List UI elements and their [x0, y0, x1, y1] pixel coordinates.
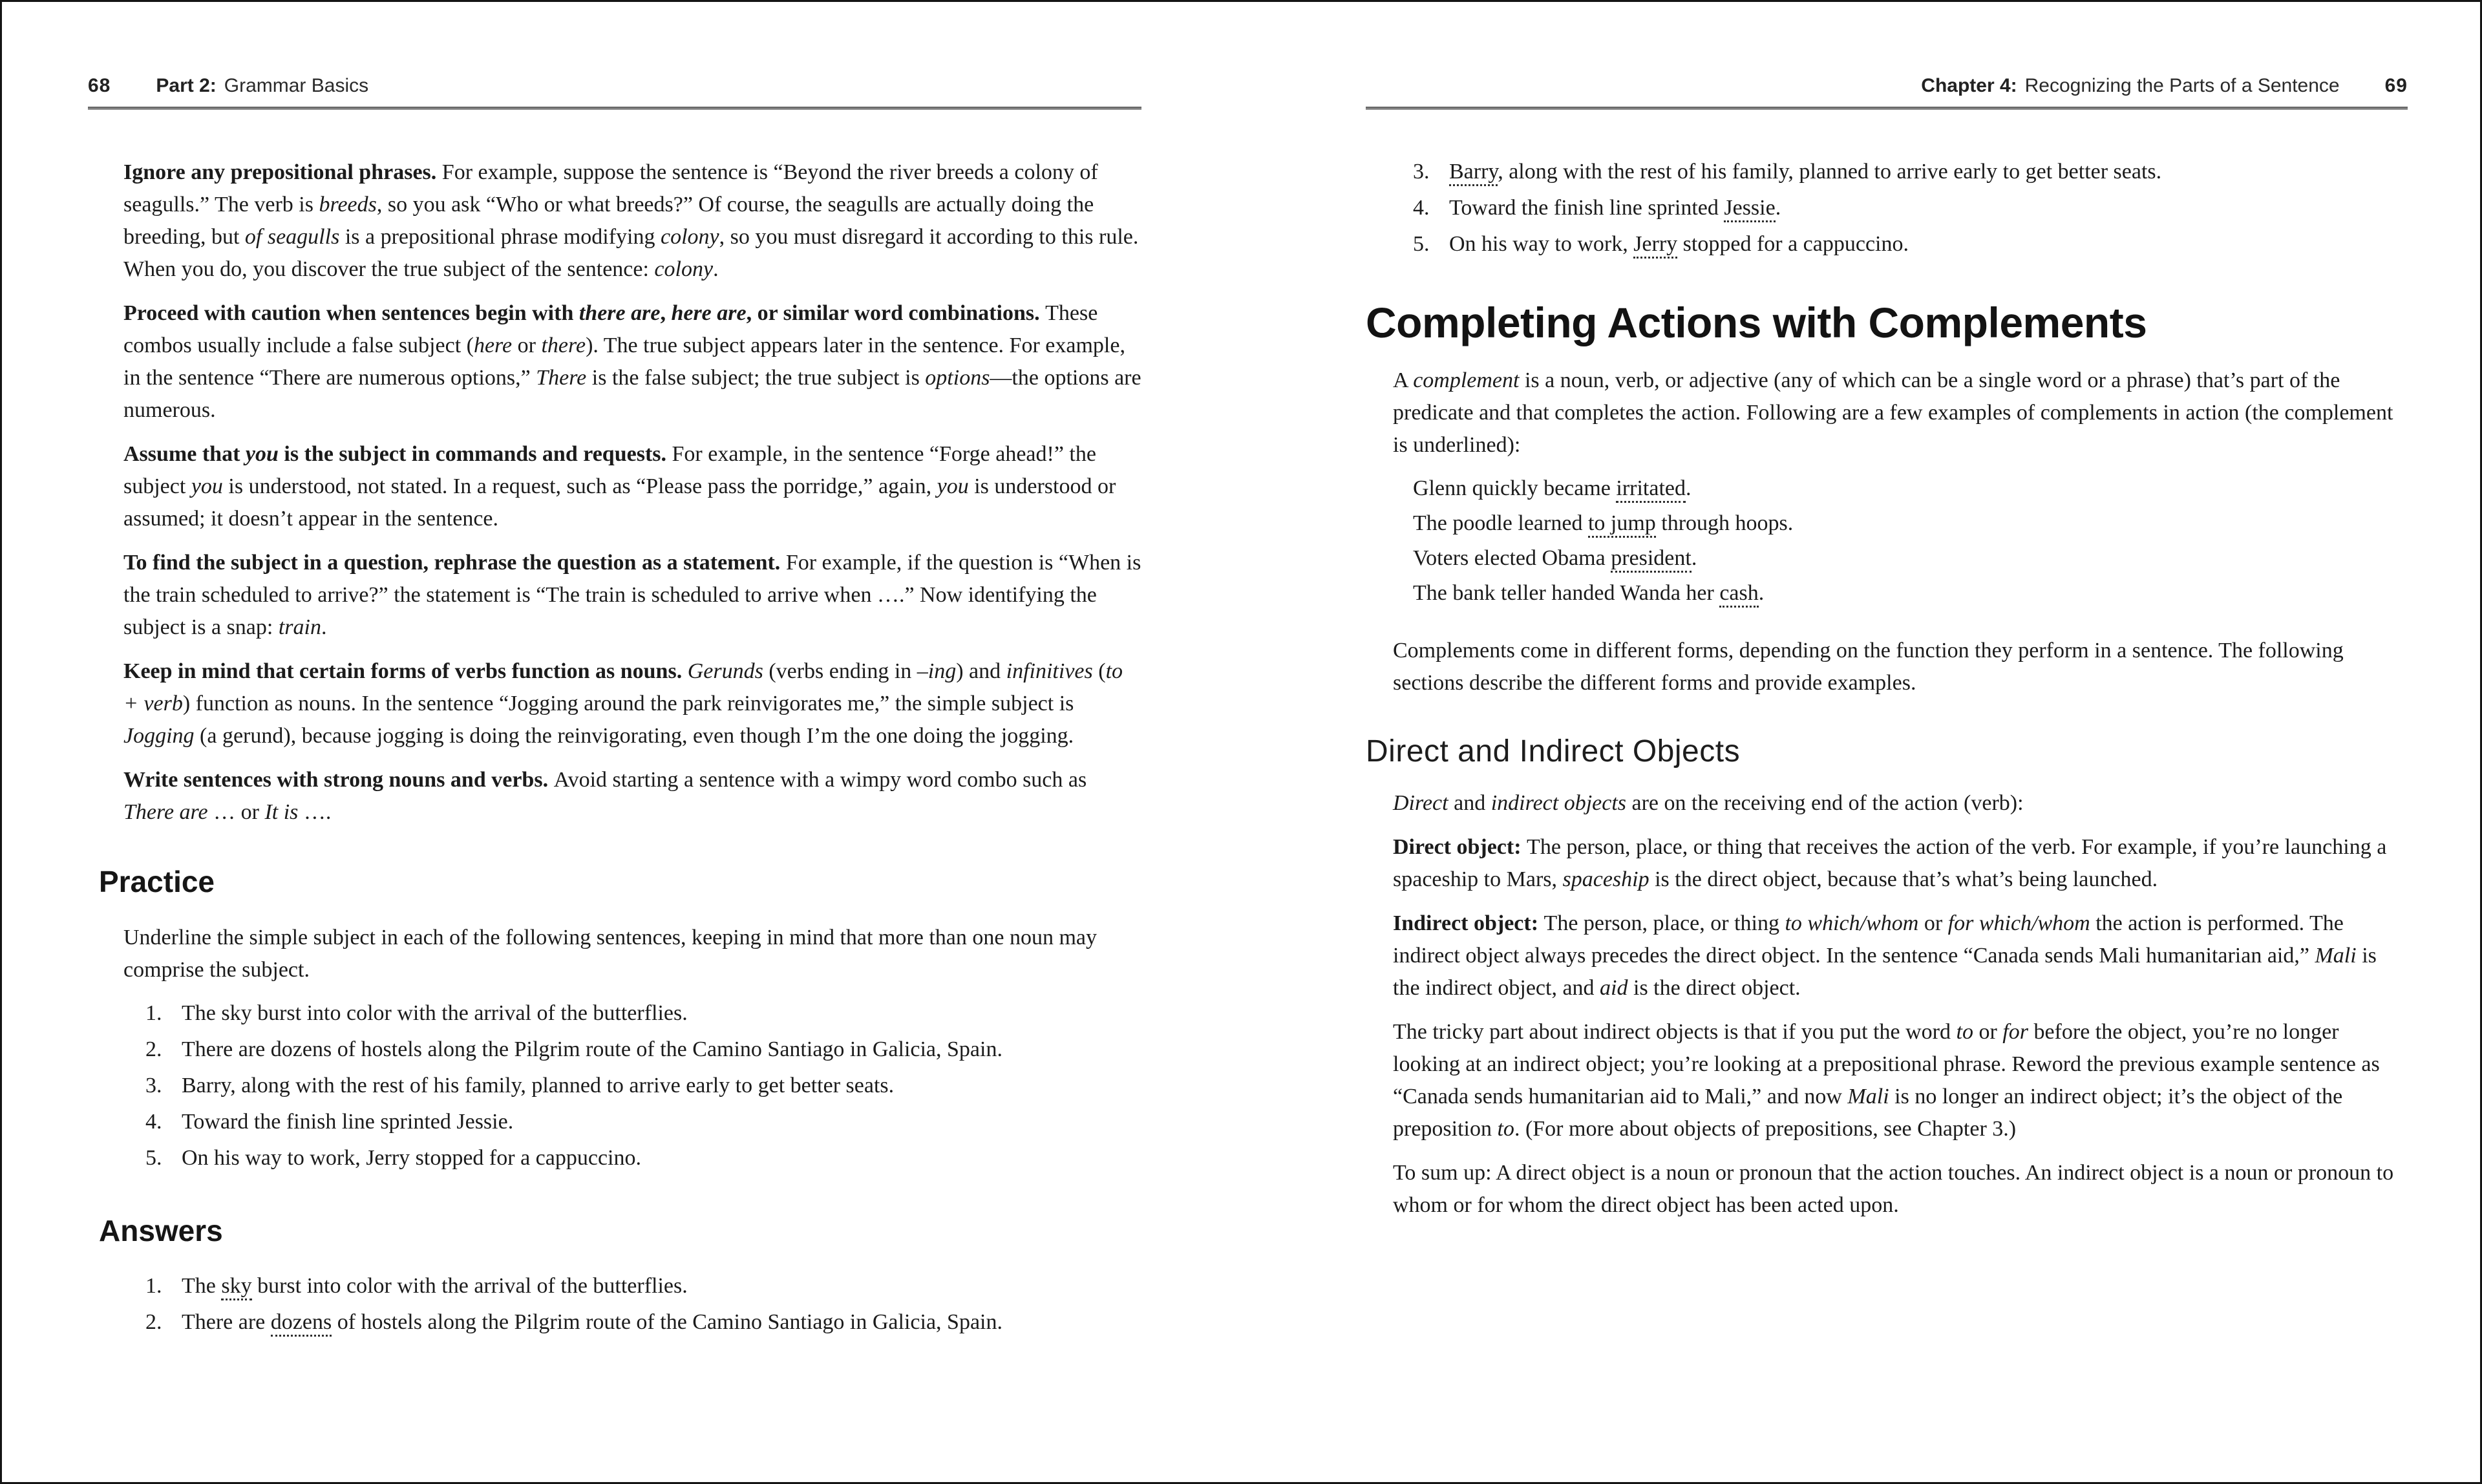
part-label: Part 2:	[156, 75, 217, 96]
text-segment: Barry, along with the rest of his family, planned to arrive early to get better seats.	[182, 1074, 895, 1097]
list-item-number: 5.	[145, 1146, 162, 1170]
list-item-number: 5.	[1413, 232, 1430, 256]
chapter-title: Recognizing the Parts of a Sentence	[2024, 75, 2340, 96]
underlined-word: to jump	[1588, 511, 1656, 538]
list-item-number: 4.	[145, 1110, 162, 1134]
paragraph	[123, 156, 1141, 286]
text-segment: the action is performed. The indirect object always precedes the direct object. In the sentence “Canada sends Mali humanitarian aid,”	[1393, 911, 2344, 968]
list-item-number: 2.	[145, 1310, 162, 1334]
text-segment: or	[1918, 911, 1948, 935]
text-segment: The tricky part about indirect objects is that if you put the word	[1393, 1020, 1957, 1044]
text-segment: For example, suppose the sentence is “Beyond the river breeds a colony of seagulls.” The verb is	[123, 160, 1098, 217]
text-segment: Gerunds	[687, 659, 763, 683]
underlined-word: sky	[221, 1274, 251, 1300]
answers-list-continued	[1413, 156, 2408, 260]
text-segment: , so you ask “Who or what breeds?” Of course, the seagulls are actually doing the breeding, but	[123, 193, 1094, 249]
text-segment: . (For more about objects of prepositions, see Chapter 3.)	[1514, 1117, 2017, 1141]
text-segment: To find the subject in a question, rephrase the question as a statement.	[123, 551, 786, 575]
text-segment: There are dozens of hostels along the Pilgrim route of the Camino Santiago in Galicia, Spain.	[182, 1037, 1002, 1061]
text-segment: of hostels along the Pilgrim route of the Camino Santiago in Galicia, Spain.	[332, 1310, 1002, 1334]
text-segment: .	[1775, 196, 1781, 220]
paragraph	[123, 655, 1141, 752]
text-segment: To sum up: A direct object is a noun or pronoun that the action touches. An indirect object is a noun or pronoun to whom or for whom the direct object has been acted upon.	[1393, 1161, 2394, 1217]
text-segment: It is	[264, 800, 299, 824]
list-item	[145, 1143, 1141, 1174]
text-segment: through hoops.	[1655, 511, 1794, 535]
text-segment: .	[1686, 476, 1692, 500]
text-segment: is a prepositional phrase modifying	[339, 225, 661, 249]
underlined-word: cash	[1719, 581, 1758, 608]
text-segment: of seagulls	[244, 225, 340, 249]
list-item	[1413, 473, 2408, 504]
text-segment: is the indirect object, and	[1393, 944, 2377, 1000]
text-segment: The bank teller handed Wanda her	[1413, 581, 1720, 605]
text-segment: or	[512, 334, 542, 357]
page-number-right: 69	[2384, 75, 2408, 96]
text-segment: to	[1497, 1117, 1514, 1141]
text-segment: for which/whom	[1947, 911, 2090, 935]
text-segment: or	[1973, 1020, 2003, 1044]
text-segment: Toward the finish line sprinted	[1449, 196, 1724, 220]
practice-list	[145, 998, 1141, 1174]
text-segment: is a noun, verb, or adjective (any of which can be a single word or a phrase) that’s part of the predicate and that completes the action. Following are a few examples of complements in action (the complement is underlined):	[1393, 368, 2393, 457]
text-segment: .	[321, 615, 327, 639]
text-segment: (	[1092, 659, 1106, 683]
text-segment: Toward the finish line sprinted Jessie.	[182, 1110, 514, 1134]
text-segment: For example, if the question is “When is the train scheduled to arrive?” the statement is “The train is scheduled to arrive when ….” Now identifying the subject is a snap:	[123, 551, 1141, 639]
sum-up-paragraph	[1393, 1157, 2408, 1222]
header-rule-right	[1366, 107, 2408, 110]
text-segment: Keep in mind that certain forms of verbs function as nouns.	[123, 659, 688, 683]
complement-examples	[1413, 473, 2408, 609]
text-segment: On his way to work, Jerry stopped for a cappuccino.	[182, 1146, 641, 1170]
practice-intro	[123, 922, 1141, 986]
list-item-number: 3.	[1413, 160, 1430, 184]
text-segment: aid	[1600, 976, 1628, 1000]
text-segment: (verbs ending in	[763, 659, 917, 683]
text-segment: burst into color with the arrival of the butterflies.	[251, 1274, 688, 1298]
text-segment: Jogging	[123, 724, 195, 748]
text-segment: ) function as nouns. In the sentence “Jogging around the park reinvigorates me,” the simple subject is	[182, 692, 1074, 716]
answers-heading: Answers	[99, 1214, 223, 1247]
list-item-text	[1413, 508, 2408, 539]
text-segment: Mali	[1847, 1085, 1889, 1108]
page-left	[88, 2, 1141, 1343]
list-item	[1413, 578, 2408, 609]
list-item	[1413, 508, 2408, 539]
text-segment: There	[536, 366, 587, 390]
paragraph	[123, 297, 1141, 427]
underlined-word: dozens	[271, 1310, 332, 1337]
text-segment: to which/whom	[1785, 911, 1919, 935]
sub-heading-objects: Direct and Indirect Objects	[1366, 734, 1741, 768]
text-segment: there are	[578, 301, 661, 325]
list-item-number: 2.	[145, 1037, 162, 1061]
text-segment: The person, place, or thing that receives the action of the verb. For example, if you’re launching a spaceship to Mars,	[1393, 835, 2387, 891]
list-item	[145, 1034, 1141, 1065]
text-segment: ….	[298, 800, 332, 824]
text-segment: is the direct object, because that’s what’s being launched.	[1649, 867, 2158, 891]
text-segment: Proceed with caution when sentences begin with	[123, 301, 579, 325]
text-segment: are on the receiving end of the action (verb):	[1626, 791, 2024, 815]
section-intro	[1393, 365, 2408, 461]
list-item	[145, 998, 1141, 1029]
text-segment: .	[713, 257, 719, 281]
text-segment: Assume that	[123, 442, 246, 466]
list-item	[1413, 229, 2408, 260]
underlined-word: president	[1611, 546, 1692, 573]
list-item	[145, 1107, 1141, 1138]
text-segment: Direct object:	[1393, 835, 1527, 859]
list-item-text	[1449, 156, 2408, 187]
text-segment: breeds	[319, 193, 377, 217]
text-segment: The person, place, or thing	[1543, 911, 1785, 935]
text-segment: —the options are numerous.	[123, 366, 1141, 422]
text-segment: Voters elected Obama	[1413, 546, 1611, 570]
underlined-word: irritated	[1616, 476, 1686, 503]
text-segment: A	[1393, 368, 1414, 392]
text-segment: spaceship	[1562, 867, 1649, 891]
text-segment: Direct	[1393, 791, 1448, 815]
text-segment: is no longer an indirect object; it’s the object of the preposition	[1393, 1085, 2343, 1141]
text-segment: The	[182, 1274, 222, 1298]
list-item-number: 3.	[145, 1074, 162, 1097]
part-title: Grammar Basics	[224, 75, 369, 96]
text-segment: On his way to work,	[1449, 232, 1634, 256]
paragraph	[123, 547, 1141, 644]
text-segment: The sky burst into color with the arrival of the butterflies.	[182, 1001, 688, 1025]
underlined-word: Barry	[1449, 160, 1498, 186]
text-segment: (a gerund), because jogging is doing the reinvigorating, even though I’m the one doing the jogging.	[194, 724, 1074, 748]
text-segment: Ignore any prepositional phrases.	[123, 160, 442, 184]
text-segment: for	[2002, 1020, 2028, 1044]
list-item-text	[182, 1307, 1141, 1338]
page-left-content	[88, 156, 1141, 1338]
list-item-text	[182, 1034, 1141, 1065]
list-item-text	[1413, 543, 2408, 574]
text-segment: to + verb	[123, 659, 1123, 716]
text-segment: indirect objects	[1490, 791, 1626, 815]
text-segment: you	[245, 442, 279, 466]
text-segment: ,	[660, 301, 672, 325]
text-segment: .	[1691, 546, 1697, 570]
text-segment: to	[1956, 1020, 1973, 1044]
list-item-text	[1449, 193, 2408, 224]
text-segment: Complements come in different forms, depending on the function they perform in a sentence. The following sections describe the different forms and provide examples.	[1393, 639, 2344, 695]
forms-paragraph	[1393, 635, 2408, 699]
text-segment: options	[925, 366, 990, 390]
page-number-left: 68	[88, 75, 111, 96]
text-segment: is the false subject; the true subject is	[586, 366, 926, 390]
text-segment: Glenn quickly became	[1413, 476, 1617, 500]
text-segment: is the subject in commands and requests.	[278, 442, 672, 466]
text-segment: here	[473, 334, 513, 357]
text-segment: , so you must disregard it according to this rule. When you do, you discover the true subject of the sentence:	[123, 225, 1139, 281]
text-segment: , or similar word combinations.	[746, 301, 1046, 325]
list-item-number: 1.	[145, 1274, 162, 1298]
objects-intro	[1393, 787, 2408, 820]
text-segment: colony	[661, 225, 719, 249]
text-segment: These combos usually include a false subject (	[123, 301, 1098, 357]
list-item	[1413, 193, 2408, 224]
answers-list	[145, 1271, 1141, 1338]
list-item-text	[182, 1107, 1141, 1138]
paragraph	[123, 438, 1141, 535]
text-segment: train	[278, 615, 321, 639]
text-segment: Avoid starting a sentence with a wimpy word combo such as	[553, 768, 1087, 792]
text-segment: infinitives	[1006, 659, 1093, 683]
page-right-content	[1366, 156, 2408, 1222]
list-item-text	[182, 1070, 1141, 1101]
text-segment: colony	[654, 257, 714, 281]
text-segment: The poodle learned	[1413, 511, 1588, 535]
text-segment: stopped for a cappuccino.	[1677, 232, 1909, 256]
paragraph	[123, 764, 1141, 829]
text-segment: you	[191, 474, 223, 498]
text-segment: is understood or assumed; it doesn’t appear in the sentence.	[123, 474, 1116, 531]
text-segment: ). The true subject appears later in the sentence. For example, in the sentence “There are numerous options,”	[123, 334, 1125, 390]
section-heading: Completing Actions with Complements	[1366, 299, 2147, 346]
text-segment: Underline the simple subject in each of the following sentences, keeping in mind that more than one noun may comprise the subject.	[123, 926, 1097, 982]
text-segment: .	[1758, 581, 1765, 605]
list-item-text	[1449, 229, 2408, 260]
text-segment: Indirect object:	[1393, 911, 1544, 935]
header-rule-left	[88, 107, 1141, 110]
text-segment: there	[541, 334, 586, 357]
text-segment: before the object, you’re no longer looking at an indirect object; you’re looking at a prepositional phrase. Reword the previous example sentence as “Canada sends humanitarian aid to Mali,” and now	[1393, 1020, 2380, 1108]
text-segment: –ing	[917, 659, 957, 683]
text-segment: you	[937, 474, 969, 498]
list-item-number: 4.	[1413, 196, 1430, 220]
text-segment: and	[1448, 791, 1491, 815]
text-segment: is understood, not stated. In a request, such as “Please pass the porridge,” again,	[222, 474, 937, 498]
text-segment: here are	[671, 301, 747, 325]
list-item-text	[1413, 578, 2408, 609]
page-right	[1366, 2, 2408, 1233]
list-item	[145, 1307, 1141, 1338]
underlined-word: Jessie	[1724, 196, 1775, 222]
underlined-word: Jerry	[1633, 232, 1677, 259]
text-segment: Mali	[2315, 944, 2357, 968]
list-item	[145, 1070, 1141, 1101]
text-segment: … or	[207, 800, 265, 824]
list-item	[145, 1271, 1141, 1302]
text-segment: , along with the rest of his family, planned to arrive early to get better seats.	[1498, 160, 2162, 184]
text-segment: Write sentences with strong nouns and verbs.	[123, 768, 554, 792]
list-item	[1413, 543, 2408, 574]
list-item-text	[182, 1143, 1141, 1174]
running-header-right	[1366, 74, 2408, 98]
list-item-text	[1413, 473, 2408, 504]
text-segment: There are	[182, 1310, 271, 1334]
text-segment: is the direct object.	[1628, 976, 1801, 1000]
text-segment: There are	[123, 800, 208, 824]
tricky-paragraph	[1393, 1016, 2408, 1145]
direct-object-paragraph	[1393, 831, 2408, 896]
list-item-text	[182, 998, 1141, 1029]
text-segment: For example, in the sentence “Forge ahead!” the subject	[123, 442, 1096, 498]
chapter-label: Chapter 4:	[1921, 75, 2017, 96]
text-segment: ) and	[956, 659, 1006, 683]
list-item-number: 1.	[145, 1001, 162, 1025]
running-header-left	[88, 74, 1141, 98]
text-segment: complement	[1413, 368, 1520, 392]
list-item-text	[182, 1271, 1141, 1302]
list-item	[1413, 156, 2408, 187]
practice-heading: Practice	[99, 865, 215, 898]
indirect-object-paragraph	[1393, 907, 2408, 1004]
